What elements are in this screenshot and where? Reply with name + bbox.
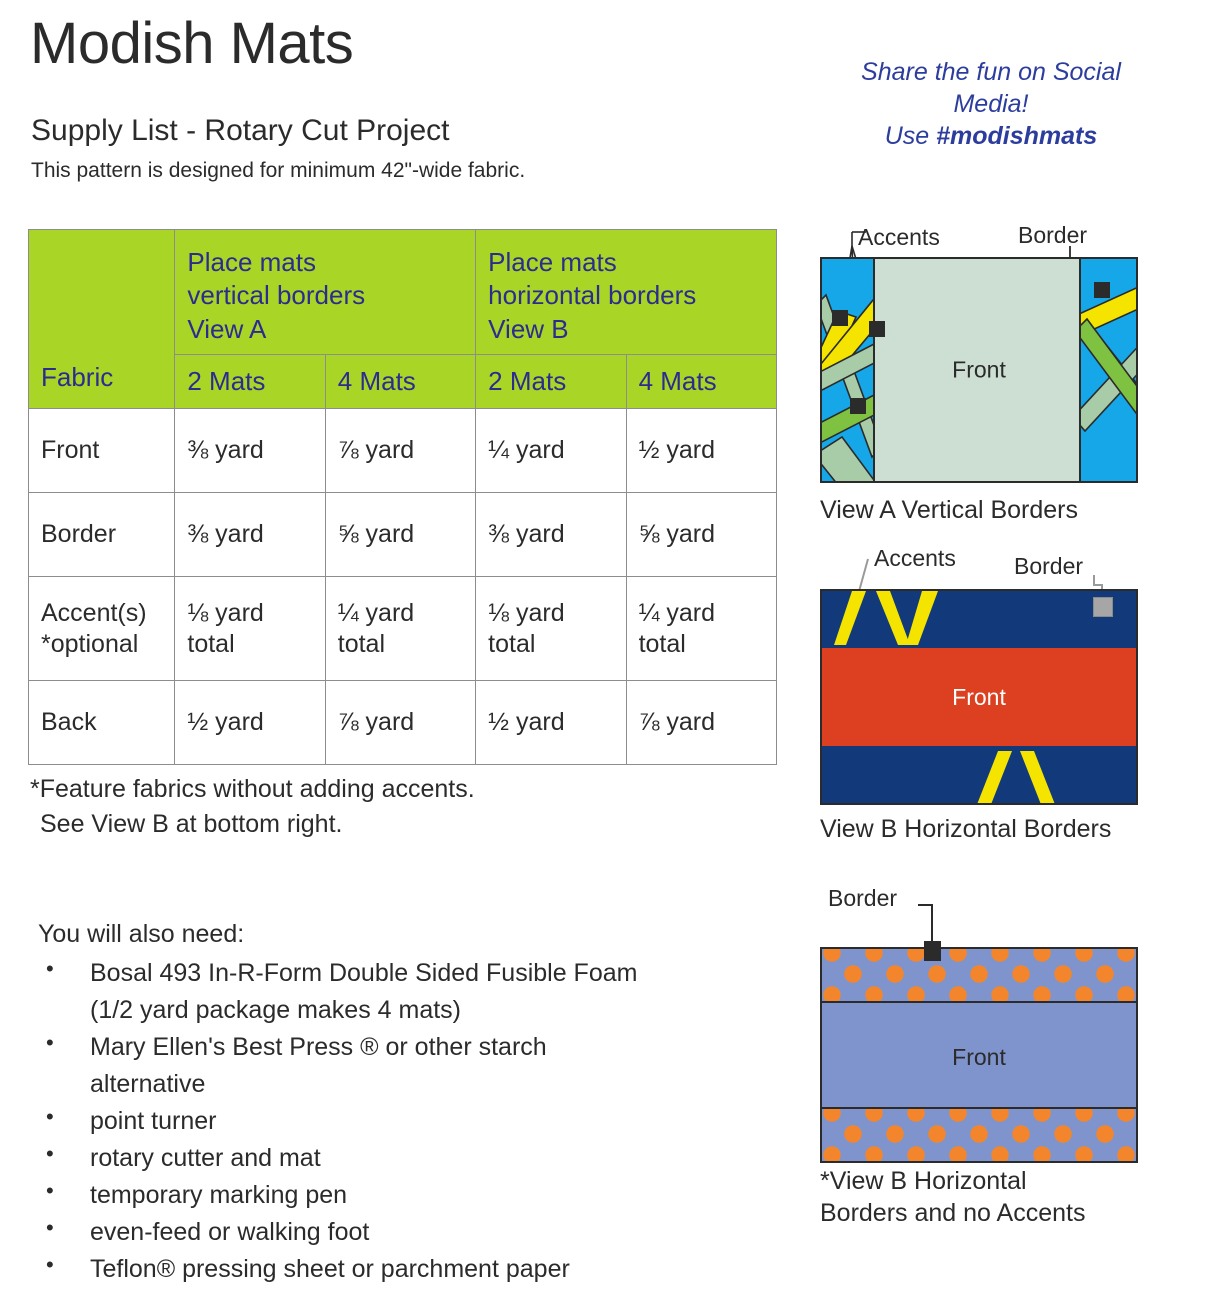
list-item: • point turner: [38, 1103, 658, 1140]
row-label-accents: [29, 577, 175, 681]
view-c-caption: [820, 1165, 1085, 1229]
view-b-caption: View B Horizontal Borders: [820, 815, 1112, 843]
view-a-mat: [820, 257, 1138, 483]
group-b-line3: View B: [488, 313, 569, 344]
view-b-accents-label: Accents: [874, 545, 956, 571]
view-a-accents-label: Accents: [858, 224, 940, 250]
subheader-b-4mats: 4 Mats: [626, 354, 776, 408]
fabric-width-note: This pattern is designed for minimum 42"-wide fabric.: [31, 159, 526, 182]
view-a-border-label: Border: [1018, 222, 1088, 248]
view-c-border-marker: [924, 941, 941, 961]
cell-border-b4: ⅝ yard: [626, 493, 776, 577]
view-a-front-label: Front: [952, 356, 1006, 383]
cell-accents-a2: ⅛ yard total: [175, 577, 325, 681]
view-c-caption-line-1: *View B Horizontal: [820, 1167, 1027, 1195]
table-head: [29, 230, 777, 409]
view-a-diagram: [806, 222, 1201, 524]
table-body: [29, 409, 777, 765]
header-group-view-a: [175, 230, 476, 355]
view-c-bottom-border-band: [822, 1107, 1136, 1161]
cell-back-a4: ⅞ yard: [325, 681, 475, 765]
cell-accents-b4: ¼ yard total: [626, 577, 776, 681]
view-a-border-marker: [1094, 282, 1110, 298]
list-item: • rotary cutter and mat: [38, 1140, 658, 1177]
table-row: [29, 493, 777, 577]
group-b-line1: Place mats: [488, 247, 617, 277]
social-line-3: [800, 120, 1182, 152]
view-b-border-marker: [1093, 597, 1113, 617]
view-c-border-label: Border: [828, 885, 898, 911]
cell-front-b2: ¼ yard: [476, 409, 626, 493]
table-row: [29, 681, 777, 765]
cell-accents-b2: ⅛ yard total: [476, 577, 626, 681]
footnote-line-2: See View B at bottom right.: [40, 809, 343, 838]
page-subtitle: Supply List - Rotary Cut Project: [31, 114, 450, 147]
view-b-diagram: [806, 545, 1201, 843]
cell-front-a4: ⅞ yard: [325, 409, 475, 493]
list-item: • Teflon® pressing sheet or parchment paper: [38, 1251, 658, 1288]
cell-border-b2: ⅜ yard: [476, 493, 626, 577]
row-label-border: Border: [29, 493, 175, 577]
view-a-caption: View A Vertical Borders: [820, 496, 1079, 524]
also-need-list: [38, 955, 658, 1288]
cell-border-a2: ⅜ yard: [175, 493, 325, 577]
group-a-line2: vertical borders: [187, 280, 366, 311]
cell-back-b2: ½ yard: [476, 681, 626, 765]
view-c-caption-line-2: Borders and no Accents: [820, 1199, 1086, 1227]
also-need-title: You will also need:: [38, 920, 245, 948]
row-label-front: Front: [29, 409, 175, 493]
subheader-a-4mats: 4 Mats: [325, 354, 475, 408]
subheader-b-2mats: 2 Mats: [476, 354, 626, 408]
view-c-mat: [820, 947, 1138, 1163]
view-c-no-accents-diagram: [806, 885, 1206, 1227]
header-fabric: Fabric: [29, 230, 175, 409]
view-b-mat: [820, 589, 1138, 805]
table-row: [29, 409, 777, 493]
view-a-accent-marker-3: [850, 398, 866, 414]
header-group-view-b: [476, 230, 777, 355]
row-label-accents-line1: Accent(s): [41, 599, 147, 628]
cell-front-b4: ½ yard: [626, 409, 776, 493]
group-a-line3: View A: [187, 313, 267, 344]
table-row: [29, 577, 777, 681]
footnote-line-1: *Feature fabrics without adding accents.: [30, 775, 475, 803]
cell-back-a2: ½ yard: [175, 681, 325, 765]
view-b-border-label: Border: [1014, 553, 1084, 579]
social-line-2: Media!: [953, 90, 1029, 118]
subheader-a-2mats: 2 Mats: [175, 354, 325, 408]
view-b-front-label: Front: [822, 648, 1136, 746]
table-footnote: [30, 772, 475, 841]
social-use-prefix: Use: [884, 122, 937, 150]
row-label-accents-line2: *optional: [41, 629, 139, 658]
table-group-header-row: [29, 230, 777, 355]
list-item: • temporary marking pen: [38, 1177, 658, 1214]
group-b-line2: horizontal borders: [488, 280, 697, 311]
cell-front-a2: ⅜ yard: [175, 409, 325, 493]
view-c-front-label: Front: [952, 1043, 1006, 1070]
cell-accents-a4: ¼ yard total: [325, 577, 475, 681]
view-a-accent-marker-2: [869, 321, 885, 337]
social-media-callout: [800, 56, 1182, 152]
social-hashtag: #modishmats: [936, 122, 1098, 150]
cell-back-b4: ⅞ yard: [626, 681, 776, 765]
row-label-back: Back: [29, 681, 175, 765]
view-c-top-border-band: [822, 949, 1136, 1003]
view-a-accent-marker-1: [832, 310, 848, 326]
cell-border-a4: ⅝ yard: [325, 493, 475, 577]
list-item: • even-feed or walking foot: [38, 1214, 658, 1251]
supply-list-table: [28, 229, 777, 765]
page-title: Modish Mats: [30, 11, 354, 76]
list-item: • Mary Ellen's Best Press ® or other starch alternative: [38, 1029, 658, 1103]
social-line-1: Share the fun on Social: [861, 58, 1121, 86]
list-item: • Bosal 493 In-R-Form Double Sided Fusible Foam (1/2 yard package makes 4 mats): [38, 955, 658, 1029]
group-a-line1: Place mats: [187, 247, 316, 277]
